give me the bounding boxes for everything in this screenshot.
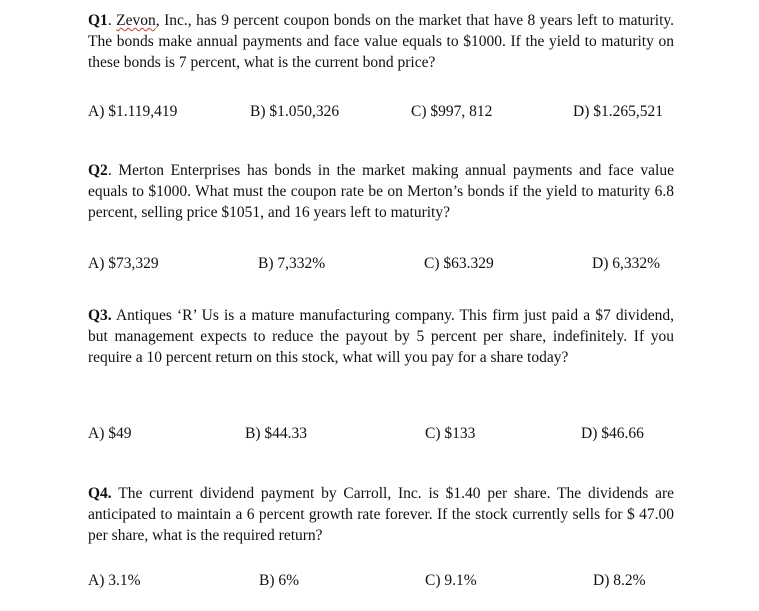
question-2-number: Q2 <box>88 162 108 179</box>
question-2-text: . Merton Enterprises has bonds in the market making annual payments and face value equals to $1000. What must the coupon rate be on Merton’s bonds if the yield to maturity 6.8 percent, selling price $1051, and 16 years left to maturity? <box>88 162 674 221</box>
question-1-option-c: C) $997, 812 <box>411 103 493 120</box>
question-2-option-a: A) $73,329 <box>88 255 159 272</box>
question-4-option-a: A) 3.1% <box>88 572 141 589</box>
question-4-number: Q4. <box>88 485 112 502</box>
question-4-options <box>88 572 674 594</box>
question-3-option-a: A) $49 <box>88 425 132 442</box>
question-3 <box>88 305 674 368</box>
question-3-option-c: C) $133 <box>425 425 476 442</box>
question-1-options <box>88 103 674 125</box>
question-3-option-b: B) $44.33 <box>245 425 307 442</box>
question-4 <box>88 483 674 546</box>
question-1-punct: . <box>107 12 117 29</box>
question-3-number: Q3. <box>88 307 112 324</box>
question-1 <box>88 10 674 73</box>
question-1-option-a: A) $1.119,419 <box>88 103 178 120</box>
question-2-option-c: C) $63.329 <box>424 255 494 272</box>
question-2-option-d: D) 6,332% <box>592 255 661 272</box>
question-4-option-b: B) 6% <box>259 572 300 589</box>
question-4-option-c: C) 9.1% <box>425 572 477 589</box>
question-1-company-spellcheck: Zevon <box>116 12 156 29</box>
question-2-option-b: B) 7,332% <box>258 255 326 272</box>
question-3-option-d: D) $46.66 <box>581 425 644 442</box>
question-1-text: , Inc., has 9 percent coupon bonds on the market that have 8 years left to maturity. The bonds make annual payments and face value equals to $1000. If the yield to maturity on these bonds is 7 percent, what is the current bond price? <box>88 12 675 71</box>
question-1-number: Q1 <box>88 12 108 29</box>
question-4-option-d: D) 8.2% <box>593 572 646 589</box>
question-2 <box>88 160 674 223</box>
question-4-text: The current dividend payment by Carroll, Inc. is $1.40 per share. The dividends are anticipated to maintain a 6 percent growth rate forever. If the stock currently sells for $ 47.00 per share, what is the required return? <box>88 485 674 544</box>
question-3-options <box>88 425 674 447</box>
question-3-text: Antiques ‘R’ Us is a mature manufacturing company. This firm just paid a $7 dividend, but management expects to reduce the payout by 5 percent per share, indefinitely. If you require a 10 percent return on this stock, what will you pay for a share today? <box>88 307 674 366</box>
question-2-options <box>88 255 674 277</box>
question-1-option-d: D) $1.265,521 <box>573 103 663 120</box>
question-1-option-b: B) $1.050,326 <box>250 103 340 120</box>
